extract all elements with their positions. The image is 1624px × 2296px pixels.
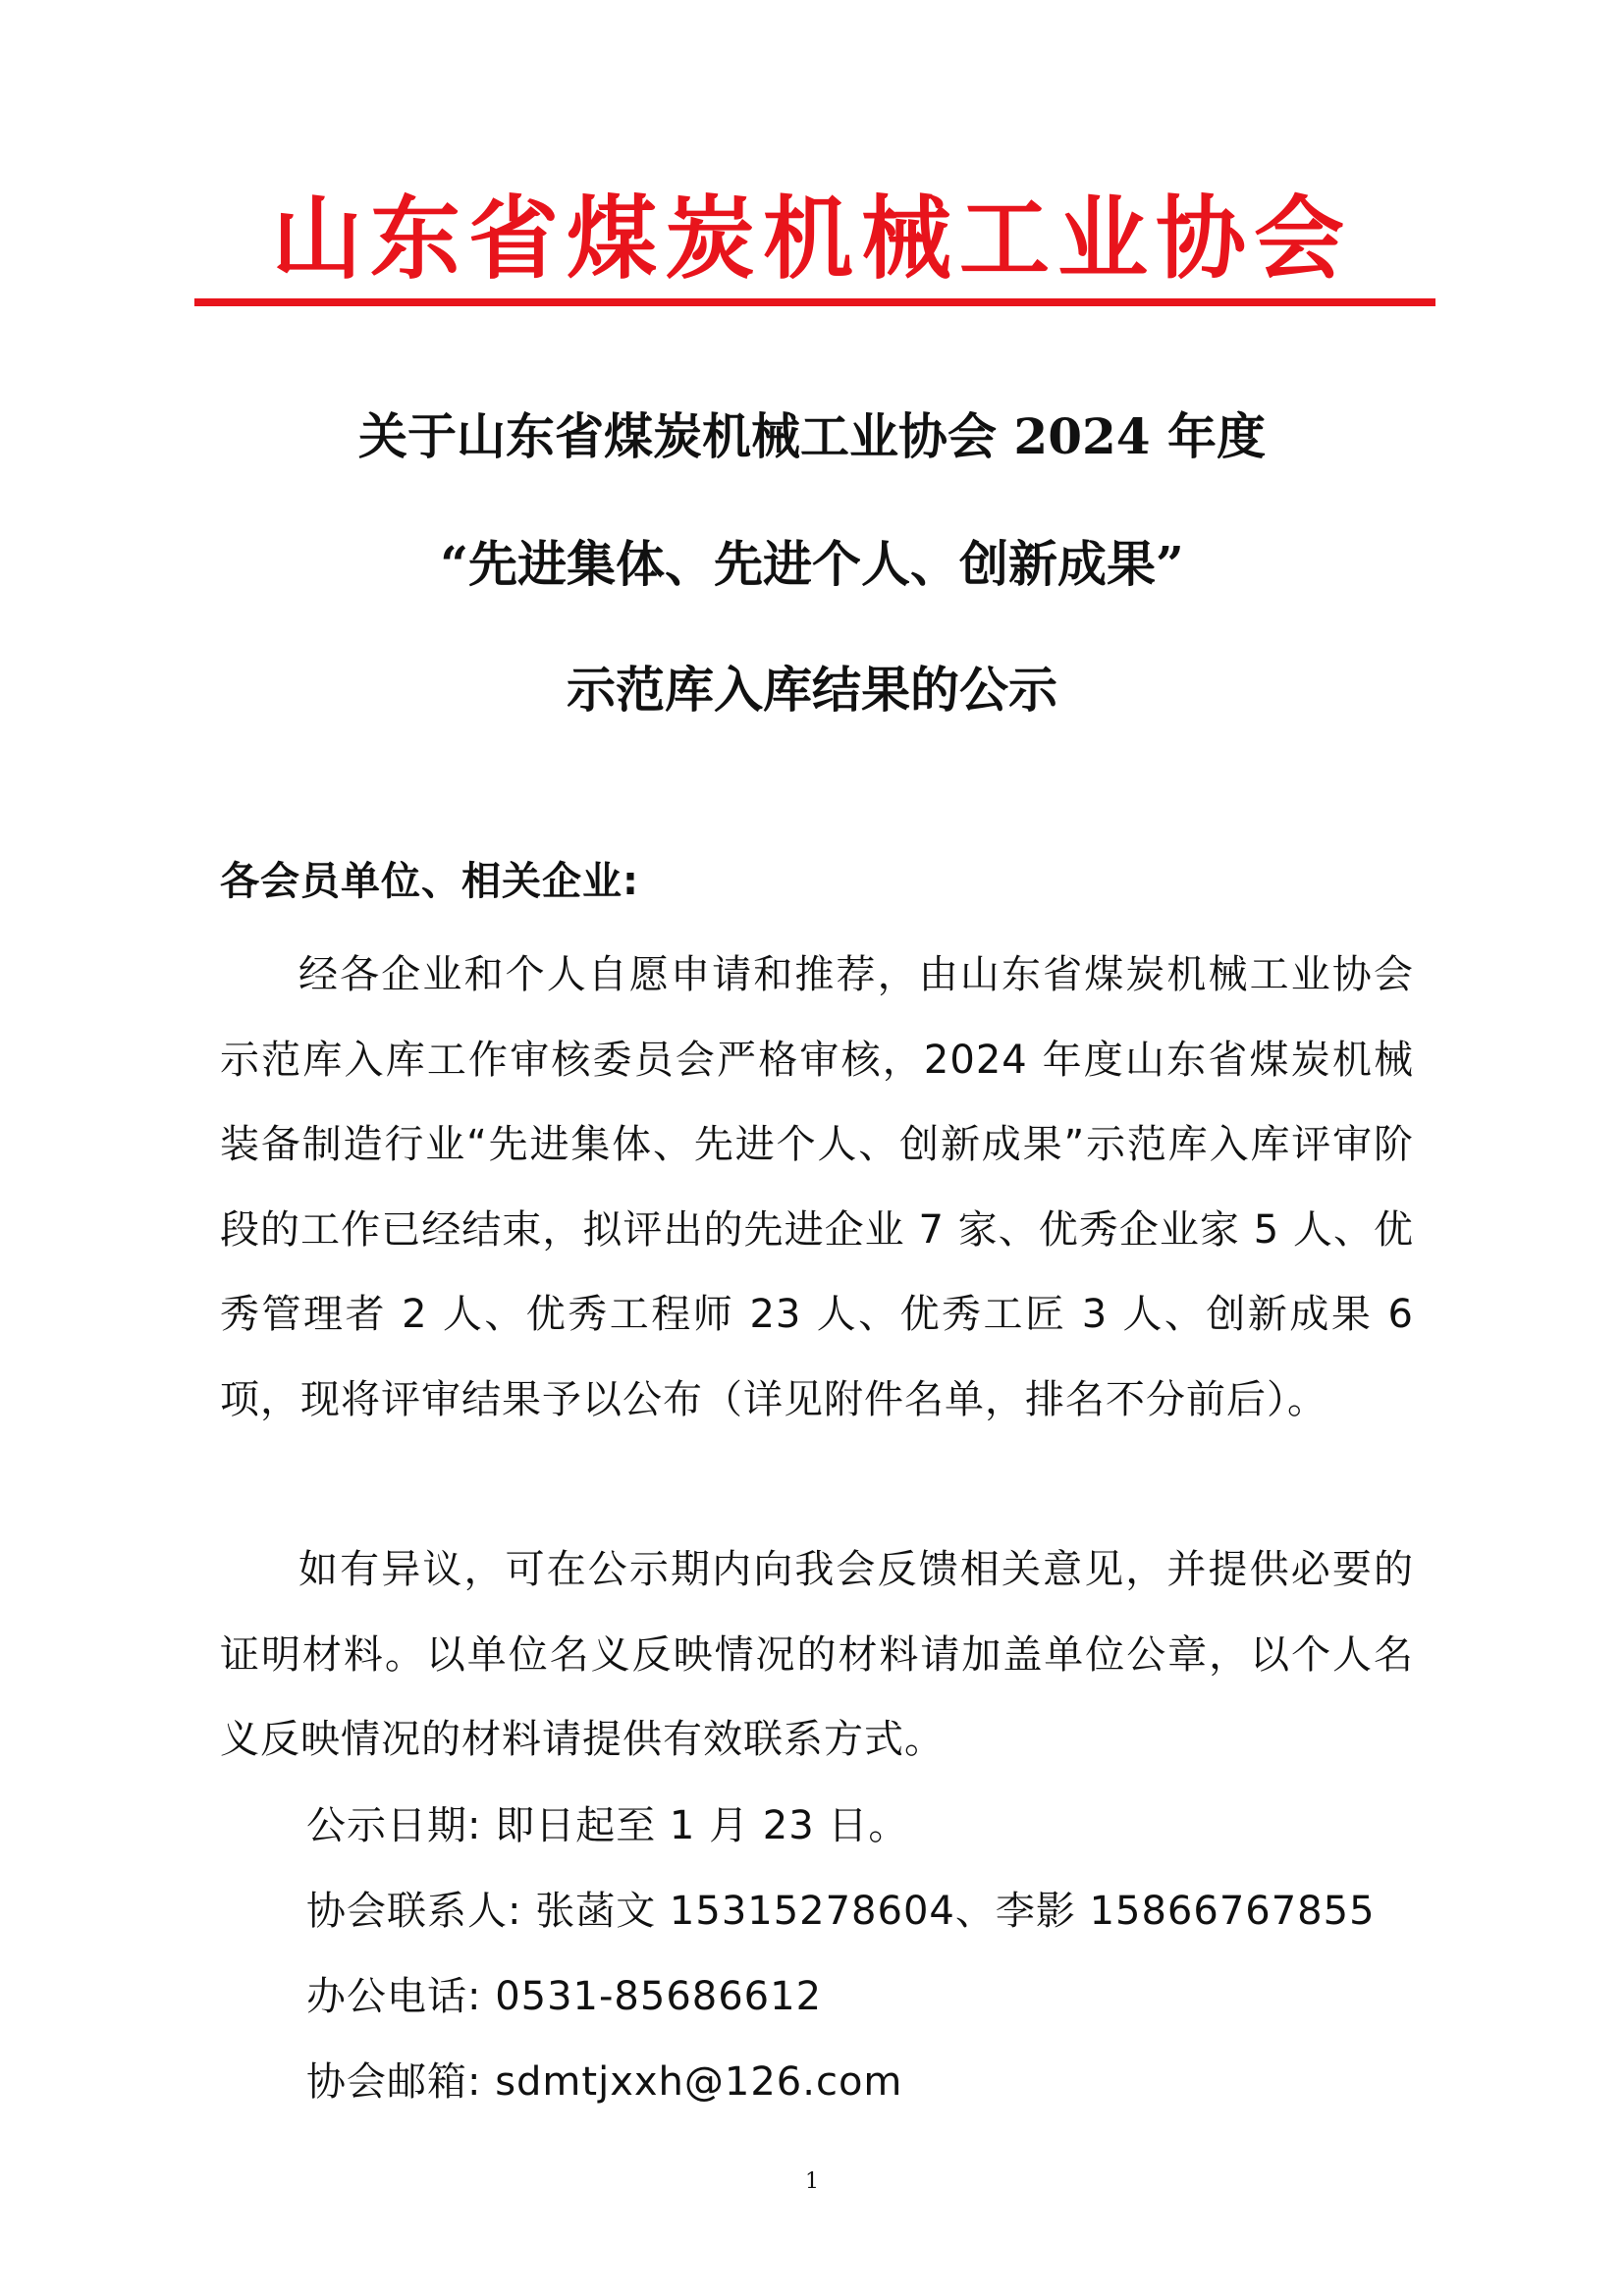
publicity-date-value: 即日起至 1 月 23 日。 <box>495 1803 909 1848</box>
email-line <box>306 2053 902 2111</box>
contact-person-value: 张菡文 15315278604、李影 15866767855 <box>535 1889 1376 1934</box>
salutation: 各会员单位、相关企业: <box>220 859 639 904</box>
email-label: 协会邮箱: <box>306 2059 482 2105</box>
notice-body <box>220 933 1414 1442</box>
masthead-org-name: 山东省煤炭机械工业协会 <box>271 186 1352 292</box>
notice-title-line-3: 示范库入库结果的公示 <box>567 661 1057 719</box>
masthead-red-rule <box>194 298 1435 306</box>
office-phone-label: 办公电话: <box>306 1974 482 2019</box>
notice-objection <box>220 1527 1414 1783</box>
publicity-date-label: 公示日期: <box>306 1803 482 1848</box>
publicity-date-line <box>306 1796 908 1855</box>
contact-person-line <box>306 1882 1376 1941</box>
contact-person-label: 协会联系人: <box>306 1889 522 1934</box>
body-paragraph-2: 如有异议，可在公示期内向我会反馈相关意见，并提供必要的证明材料。以单位名义反映情况的材料请加盖单位公章，以个人名义反映情况的材料请提供有效联系方式。 <box>220 1547 1414 1762</box>
page-number: 1 <box>805 2169 819 2194</box>
notice-title-line-1: 关于山东省煤炭机械工业协会 2024 年度 <box>358 407 1266 465</box>
email-value: sdmtjxxh@126.com <box>495 2059 903 2105</box>
office-phone-value: 0531-85686612 <box>495 1974 823 2019</box>
body-paragraph-1: 经各企业和个人自愿申请和推荐，由山东省煤炭机械工业协会示范库入库工作审核委员会严格审核，2024 年度山东省煤炭机械装备制造行业“先进集体、先进个人、创新成果”示范库入库评审阶段的工作已经结束，拟评出的先进企业 7 家、优秀企业家 5 人、优秀管理者 2 人、优秀工程师 23 人、优秀工匠 3 人、创新成果 6 项，现将评审结果予以公布（详见附件名单，排名不分前后）。 <box>220 952 1414 1422</box>
office-phone-line <box>306 1967 822 2026</box>
notice-title-line-2: “先进集体、先进个人、创新成果” <box>440 535 1184 593</box>
